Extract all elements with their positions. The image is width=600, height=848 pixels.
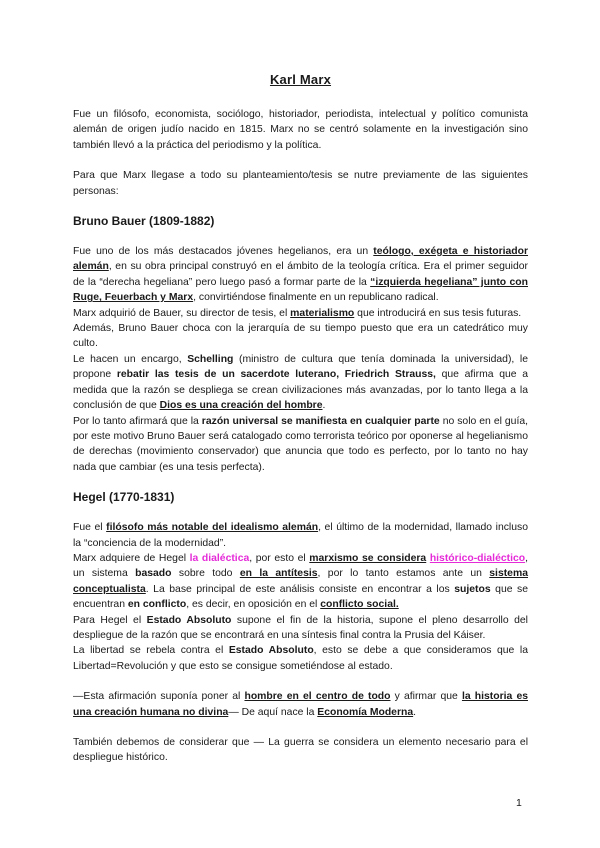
hegel-paragraph-3: Para Hegel el Estado Absoluto supone el fin de la historia, supone el pleno desarrollo del despliegue de la razón que se encontrará en una síntesis final contra la Prusia del Káiser.: [73, 614, 528, 641]
hegel-paragraph-4: La libertad se rebela contra el Estado Absoluto, esto se debe a que consideramos que la Libertad=Revolución y que esto se consigue sometiéndose al estado.: [73, 645, 528, 672]
bauer-paragraph-3: Además, Bruno Bauer choca con la jerarquía de su tiempo puesto que era un catedrático muy culto.: [73, 323, 528, 350]
section-heading-hegel: Hegel (1770-1831): [73, 490, 175, 505]
bauer-paragraph-1: Fue uno de los más destacados jóvenes hegelianos, era un teólogo, exégeta e historiador alemán, en su obra principal construyó en el ámbito de la teología crítica. Era el primer seguidor de la “derecha hegeliana” pero luego pasó a formar parte de la “izquierda hegeliana” junto con Ruge, Feuerbach y Marx, convirtiéndose finalmente en un republicano radical.: [73, 246, 529, 304]
page-title: Karl Marx: [269, 72, 332, 87]
intro-paragraph-2: Para que Marx llegase a todo su planteamiento/tesis se nutre previamente de las siguientes personas:: [73, 170, 528, 197]
hegel-paragraph-6: También debemos de considerar que — La guerra se considera un elemento necesario para el despliegue histórico.: [73, 737, 528, 764]
bauer-paragraph-2: Marx adquirió de Bauer, su director de tesis, el materialismo que introducirá en sus tesis futuras.: [73, 307, 522, 319]
bauer-paragraph-4: Le hacen un encargo, Schelling (ministro de cultura que tenía dominada la universidad), le propone rebatir las tesis de un sacerdote luterano, Friedrich Strauss, que afirma que a medida que la razón se despliega se crean civilizaciones más avanzadas, por lo tanto llega a la conclusión de que Dios es una creación del hombre.: [73, 353, 528, 412]
document-page: [73, 72, 528, 766]
section-heading-bauer: Bruno Bauer (1809-1882): [73, 214, 215, 229]
page-number: 1: [516, 797, 522, 809]
bauer-paragraph-5: Por lo tanto afirmará que la razón universal se manifiesta en cualquier parte no solo en el guía, por este motivo Bruno Bauer será catalogado como terrorista teórico por oponerse al hegelianismo de derechas (movimiento conservador) que anuncia que todo es perfecto, por lo tanto no hay nada que cambiar (es una tesis perfecta).: [73, 415, 529, 473]
hegel-paragraph-5: —Esta afirmación suponía poner al hombre en el centro de todo y afirmar que la historia es una creación humana no divina— De aquí nace la Economía Moderna.: [73, 691, 528, 718]
hegel-paragraph-1: Fue el filósofo más notable del idealismo alemán, el último de la modernidad, llamado incluso la “conciencia de la modernidad”.: [73, 522, 528, 549]
intro-paragraph-1: Fue un filósofo, economista, sociólogo, historiador, periodista, intelectual y político comunista alemán de origen judío nacido en 1815. Marx no se centró solamente en la investigación sino también llevó a la práctica del periodismo y la política.: [73, 109, 528, 151]
hegel-paragraph-2: Marx adquiere de Hegel la dialéctica, por esto el marxismo se considera histórico-dialéctico, un sistema basado sobre todo en la antítesis, por lo tanto estamos ante un sistema conceptualista. La base principal de este análisis consiste en encontrar a los sujetos que se encuentran en conflicto, es decir, en oposición en el conflicto social.: [73, 552, 529, 611]
